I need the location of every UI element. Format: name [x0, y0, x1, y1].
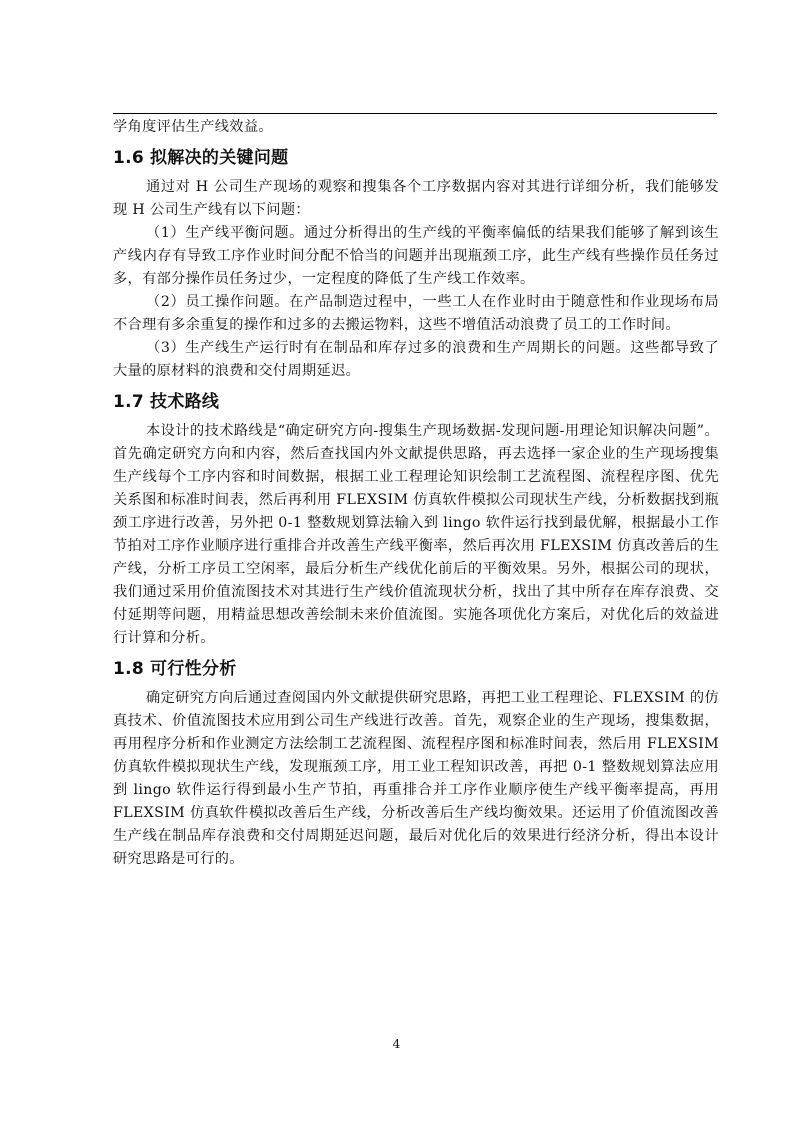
section-heading-1-6: [113, 146, 719, 170]
paragraph: 确定研究方向后通过查阅国内外文献提供研究思路，再把工业工程理论、FLEXSIM 的仿真技术、价值流图技术应用到公司生产线进行改善。首先，观察企业的生产现场，搜集数据，再用程序分析和作业测定方法绘制工艺流程图、流程程序图和标准时间表，然后用 FLEXSIM 仿真软件模拟现状生产线，发现瓶颈工序，用工业工程知识改善，再把 0-1 整数规划算法应用到 lingo 软件运行得到最小生产节拍，再重排合并工序作业顺序使生产线平衡率提高，再用 FLEXSIM 仿真软件模拟改善后生产线，分析改善后生产线均衡效果。还运用了价值流图改善生产线在制品库存浪费和交付周期延迟问题，最后对优化后的效果进行经济分析，得出本设计研究思路是可行的。: [113, 690, 719, 867]
section-number: 1.6: [113, 148, 145, 168]
section-heading-1-8: [113, 657, 719, 681]
section-title: 可行性分析: [150, 659, 237, 679]
continued-paragraph: 学角度评估生产线效益。: [113, 119, 273, 135]
paragraph: （1）生产线平衡问题。通过分析得出的生产线的平衡率偏低的结果我们能够了解到该生产线内存有导致工序作业时间分配不恰当的问题并出现瓶颈工序，此生产线有些操作员任务过多，有部分操作员任务过少，一定程度的降低了生产线工作效率。: [113, 225, 719, 287]
paragraph: 本设计的技术路线是“确定研究方向-搜集生产现场数据-发现问题-用理论知识解决问题”。首先确定研究方向和内容，然后查找国内外文献提供思路，再去选择一家企业的生产现场搜集生产线每个工序内容和时间数据，根据工业工程理论知识绘制工艺流程图、流程程序图、优先关系图和标准时间表，然后再利用 FLEXSIM 仿真软件模拟公司现状生产线，分析数据找到瓶颈工序进行改善，另外把 0-1 整数规划算法输入到 lingo 软件运行找到最优解，根据最小工作节拍对工序作业顺序进行重排合并改善生产线平衡率，然后再次用 FLEXSIM 仿真改善后的生产线，分析工序员工空闲率，最后分析生产线优化前后的平衡效果。另外，根据公司的现状，我们通过采用价值流图技术对其进行生产线价值流现状分析，找出了其中所存在库存浪费、交付延期等问题，用精益思想改善绘制未来价值流图。实施各项优化方案后，对优化后的效益进行计算和分析。: [113, 423, 719, 646]
header-rule: [113, 113, 717, 114]
paragraph: （3）生产线生产运行时有在制品和库存过多的浪费和生产周期长的问题。这些都导致了大量的原材料的浪费和交付周期延迟。: [113, 340, 719, 379]
paragraph: （2）员工操作问题。在产品制造过程中，一些工人在作业时由于随意性和作业现场布局不合理有多余重复的操作和过多的去搬运物料，这些不增值活动浪费了员工的工作时间。: [113, 294, 719, 333]
section-number: 1.8: [113, 659, 145, 679]
section-title: 技术路线: [150, 392, 220, 412]
section-heading-1-7: [113, 390, 719, 414]
page-number: 4: [392, 1037, 401, 1051]
section-title: 拟解决的关键问题: [150, 148, 289, 168]
page-body: [113, 116, 719, 871]
paragraph: 通过对 H 公司生产现场的观察和搜集各个工序数据内容对其进行详细分析，我们能够发现 H 公司生产线有以下问题：: [113, 179, 719, 218]
section-number: 1.7: [113, 392, 145, 412]
